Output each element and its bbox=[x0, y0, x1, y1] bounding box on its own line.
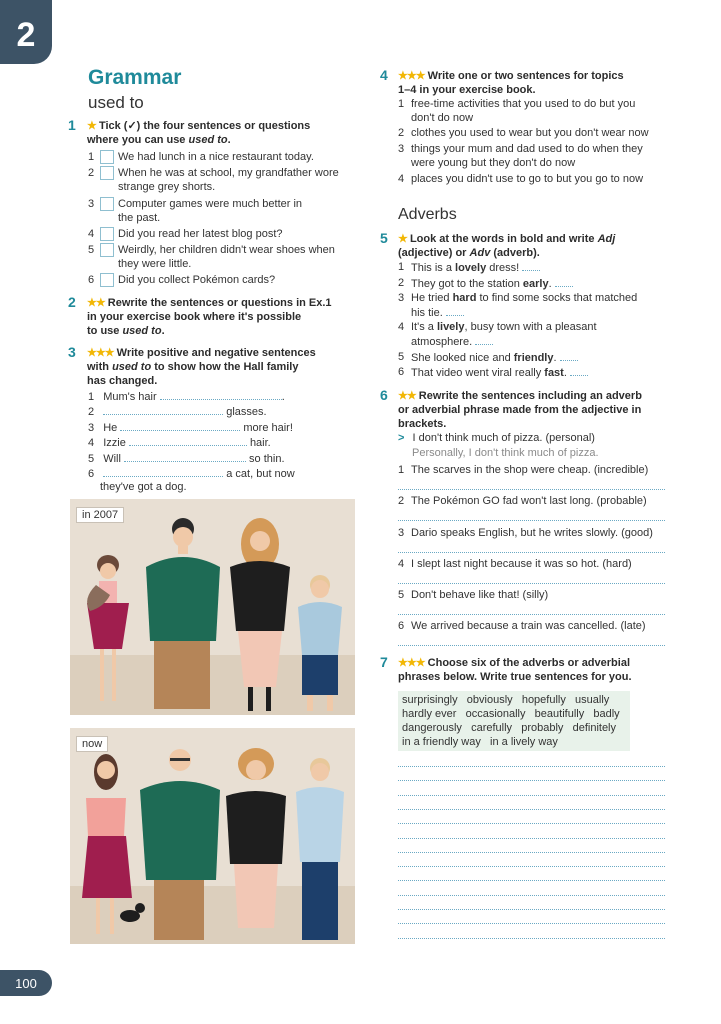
item-text: Did you collect Pokémon cards? bbox=[118, 274, 276, 286]
item-text: they were little. bbox=[118, 258, 192, 270]
instruction-text: (adverb). bbox=[490, 247, 540, 259]
item-number: 3 bbox=[398, 143, 405, 155]
star-rating: ★ bbox=[87, 120, 96, 132]
item-line bbox=[411, 351, 578, 366]
item-text: , busy town with a pleasant bbox=[464, 321, 597, 333]
exercise-4-number: 4 bbox=[380, 67, 388, 83]
instruction-emphasis: used to bbox=[188, 134, 228, 146]
item-text: . bbox=[548, 278, 552, 290]
item-line bbox=[411, 277, 573, 292]
unit-number-tab: 2 bbox=[0, 0, 52, 64]
word-row: surprisingly obviously hopefully usually bbox=[402, 694, 610, 706]
instruction-emphasis: Adv bbox=[469, 247, 491, 259]
section-title-grammar: Grammar bbox=[88, 66, 182, 89]
item-text: clothes you used to wear but you don't wear now bbox=[411, 127, 649, 139]
item-text: That video went viral really bbox=[411, 367, 545, 379]
section-title-adverbs: Adverbs bbox=[398, 206, 457, 223]
exercise-6-instruction bbox=[380, 389, 680, 431]
instruction-text: Rewrite the sentences including an adverb bbox=[418, 390, 642, 402]
family-illustration bbox=[70, 499, 355, 715]
exercise-1-number: 1 bbox=[68, 117, 76, 133]
exercise-5-number: 5 bbox=[380, 230, 388, 246]
gapfill-item bbox=[88, 390, 285, 405]
answer-line[interactable] bbox=[398, 583, 665, 584]
answer-blank[interactable] bbox=[446, 306, 464, 316]
item-text: It's a bbox=[411, 321, 437, 333]
answer-blank[interactable] bbox=[103, 405, 223, 415]
instruction-text: Choose six of the adverbs or adverbial bbox=[427, 657, 630, 669]
item-number: 3 bbox=[88, 422, 95, 434]
answer-line[interactable] bbox=[398, 938, 665, 939]
instruction-text: or adverbial phrase made from the adjective in bbox=[398, 404, 642, 416]
exercise-7-number: 7 bbox=[380, 654, 388, 670]
item-text: a cat, but now bbox=[226, 468, 295, 480]
star-rating: ★★★ bbox=[398, 70, 425, 82]
item-text: The Pokémon GO fad won't last long. (probable) bbox=[411, 495, 647, 507]
answer-blank[interactable] bbox=[560, 351, 578, 361]
instruction-text: (adjective) or bbox=[398, 247, 470, 259]
item-text: This is a bbox=[411, 262, 456, 274]
instruction-text: has changed. bbox=[87, 375, 158, 387]
item-text: He tried bbox=[411, 292, 453, 304]
item-number: 4 bbox=[88, 437, 95, 449]
item-line bbox=[411, 261, 540, 276]
tick-box[interactable] bbox=[100, 150, 114, 164]
item-line bbox=[411, 292, 637, 306]
item-bold-word: lovely bbox=[455, 262, 487, 274]
gapfill-item bbox=[88, 405, 267, 420]
exercise-2-number: 2 bbox=[68, 294, 76, 310]
item-number: 6 bbox=[88, 468, 95, 480]
item-number: 1 bbox=[398, 98, 405, 110]
gapfill-item bbox=[88, 452, 285, 467]
item-text: Did you read her latest blog post? bbox=[118, 228, 283, 240]
instruction-emphasis: used to bbox=[112, 361, 152, 373]
item-line bbox=[411, 321, 597, 335]
item-number: 3 bbox=[398, 292, 405, 304]
picture-label: now bbox=[76, 736, 108, 752]
star-rating: ★★ bbox=[398, 390, 416, 402]
tick-box[interactable] bbox=[100, 273, 114, 287]
example-marker: > bbox=[398, 432, 405, 444]
item-number: 6 bbox=[398, 620, 405, 632]
answer-blank[interactable] bbox=[129, 436, 247, 446]
item-number: 5 bbox=[88, 244, 95, 256]
item-number: 3 bbox=[398, 527, 405, 539]
item-text: places you didn't use to go to but you go to now bbox=[411, 173, 644, 185]
exercise-1-instruction bbox=[68, 119, 358, 147]
answer-line[interactable] bbox=[398, 520, 665, 521]
item-text: Don't behave like that! (silly) bbox=[411, 589, 549, 601]
star-rating: ★★ bbox=[87, 297, 105, 309]
item-number: 1 bbox=[398, 261, 405, 273]
item-number: 1 bbox=[88, 151, 95, 163]
adverb-word-box bbox=[398, 691, 630, 751]
item-number: 6 bbox=[398, 366, 405, 378]
answer-line[interactable] bbox=[398, 852, 665, 853]
answer-blank[interactable] bbox=[160, 390, 282, 400]
exercise-6-number: 6 bbox=[380, 387, 388, 403]
item-number: 1 bbox=[398, 464, 405, 476]
answer-line[interactable] bbox=[398, 614, 665, 615]
item-number: 5 bbox=[398, 351, 405, 363]
page-number: 100 bbox=[0, 970, 52, 996]
item-number: 4 bbox=[398, 321, 405, 333]
tick-box[interactable] bbox=[100, 227, 114, 241]
answer-line[interactable] bbox=[398, 780, 665, 781]
item-text: Izzie bbox=[103, 437, 126, 449]
item-text: We arrived because a train was cancelled. (late) bbox=[411, 620, 646, 632]
exercise-7-instruction bbox=[380, 656, 680, 684]
item-bold-word: early bbox=[522, 278, 549, 290]
section-subtitle-used-to: used to bbox=[88, 93, 144, 112]
item-number: 4 bbox=[88, 228, 95, 240]
item-text: Dario speaks English, but he writes slowly. (good) bbox=[411, 527, 653, 539]
item-text: Mum's hair bbox=[103, 391, 157, 403]
item-text: Computer games were much better in bbox=[118, 198, 303, 210]
exercise-5-instruction bbox=[380, 232, 680, 260]
item-text: Weirdly, her children didn't wear shoes when bbox=[118, 244, 335, 256]
word-row: dangerously carefully probably definitely bbox=[402, 722, 617, 734]
item-text: She looked nice and bbox=[411, 352, 514, 364]
exercise-4-instruction bbox=[380, 69, 680, 97]
answer-line[interactable] bbox=[398, 489, 665, 490]
answer-blank[interactable] bbox=[120, 421, 240, 431]
item-text: We had lunch in a nice restaurant today. bbox=[118, 151, 314, 163]
item-bold-word: hard bbox=[452, 292, 477, 304]
item-text: . bbox=[563, 367, 567, 379]
answer-line[interactable] bbox=[398, 909, 665, 910]
instruction-text: . bbox=[227, 134, 231, 146]
item-text: his tie. bbox=[411, 307, 443, 319]
item-text: so thin. bbox=[249, 453, 285, 465]
item-line bbox=[411, 366, 588, 381]
instruction-emphasis: used to bbox=[122, 325, 162, 337]
item-text: The scarves in the shop were cheap. (incredible) bbox=[411, 464, 649, 476]
item-text: atmosphere. bbox=[411, 336, 473, 348]
answer-line[interactable] bbox=[398, 823, 665, 824]
instruction-text: to use bbox=[87, 325, 123, 337]
instruction-text: to show how the Hall family bbox=[151, 361, 299, 373]
item-number: 2 bbox=[88, 167, 95, 179]
item-text: free-time activities that you used to do but you bbox=[411, 98, 636, 110]
item-text: to find some socks that matched bbox=[476, 292, 638, 304]
item-number: 4 bbox=[398, 173, 405, 185]
exercise-2-instruction bbox=[68, 296, 358, 338]
answer-line[interactable] bbox=[398, 838, 665, 839]
instruction-text: where you can use bbox=[87, 134, 189, 146]
item-bold-word: lively bbox=[436, 321, 465, 333]
example-answer: Personally, I don't think much of pizza. bbox=[412, 447, 599, 459]
answer-line[interactable] bbox=[398, 809, 665, 810]
star-rating: ★★★ bbox=[398, 657, 425, 669]
instruction-text: phrases below. Write true sentences for you. bbox=[398, 671, 632, 683]
star-rating: ★★★ bbox=[87, 347, 114, 359]
instruction-text: Tick (✓) the four sentences or questions bbox=[98, 120, 311, 132]
item-continuation: they've got a dog. bbox=[100, 481, 187, 493]
item-text: He bbox=[103, 422, 118, 434]
gapfill-item bbox=[88, 421, 293, 436]
answer-line[interactable] bbox=[398, 880, 665, 881]
instruction-text: . bbox=[161, 325, 165, 337]
item-number: 5 bbox=[398, 589, 405, 601]
picture-label: in 2007 bbox=[76, 507, 124, 523]
item-text: glasses. bbox=[226, 406, 267, 418]
instruction-text: Rewrite the sentences or questions in Ex.1 bbox=[107, 297, 332, 309]
item-text: I don't think much of pizza. (personal) bbox=[412, 432, 595, 444]
answer-blank[interactable] bbox=[103, 467, 223, 477]
item-text: When he was at school, my grandfather wore bbox=[118, 167, 339, 179]
item-line bbox=[411, 306, 464, 321]
item-number: 6 bbox=[88, 274, 95, 286]
item-number: 4 bbox=[398, 558, 405, 570]
tick-box[interactable] bbox=[100, 243, 114, 257]
item-line bbox=[411, 335, 493, 350]
answer-line[interactable] bbox=[398, 923, 665, 924]
item-text: Will bbox=[103, 453, 121, 465]
exercise-3-instruction bbox=[68, 346, 358, 388]
item-number: 2 bbox=[398, 127, 405, 139]
item-number: 1 bbox=[88, 391, 95, 403]
item-text: more hair! bbox=[243, 422, 293, 434]
answer-line[interactable] bbox=[398, 895, 665, 896]
item-text: . bbox=[553, 352, 557, 364]
word-row: in a friendly way in a lively way bbox=[402, 736, 558, 748]
family-picture-now bbox=[70, 728, 355, 944]
family-picture-2007 bbox=[70, 499, 355, 715]
item-text: They got to the station bbox=[411, 278, 523, 290]
answer-blank[interactable] bbox=[570, 366, 588, 376]
item-number: 2 bbox=[398, 495, 405, 507]
tick-box[interactable] bbox=[100, 166, 114, 180]
item-text: were young but they don't do now bbox=[411, 157, 576, 169]
item-text: the past. bbox=[118, 212, 161, 224]
item-text: strange grey shorts. bbox=[118, 181, 216, 193]
star-rating: ★ bbox=[398, 233, 407, 245]
item-text: dress! bbox=[486, 262, 520, 274]
instruction-emphasis: Adj bbox=[597, 233, 616, 245]
item-text: don't do now bbox=[411, 112, 474, 124]
exercise-3-number: 3 bbox=[68, 344, 76, 360]
item-text: . bbox=[281, 391, 285, 403]
item-number: 3 bbox=[88, 198, 95, 210]
answer-blank[interactable] bbox=[555, 277, 573, 287]
answer-blank[interactable] bbox=[124, 452, 246, 462]
answer-line[interactable] bbox=[398, 795, 665, 796]
example-question bbox=[398, 432, 595, 446]
item-bold-word: friendly bbox=[513, 352, 554, 364]
instruction-text: with bbox=[87, 361, 113, 373]
instruction-text: Write one or two sentences for topics bbox=[427, 70, 624, 82]
word-row: hardly ever occasionally beautifully badly bbox=[402, 708, 620, 720]
gapfill-item bbox=[88, 436, 271, 451]
item-text: hair. bbox=[249, 437, 271, 449]
instruction-text: Look at the words in bold and write bbox=[409, 233, 598, 245]
tick-box[interactable] bbox=[100, 197, 114, 211]
instruction-text: in your exercise book where it's possible bbox=[87, 311, 302, 323]
answer-line[interactable] bbox=[398, 866, 665, 867]
answer-blank[interactable] bbox=[522, 261, 540, 271]
item-text: things your mum and dad used to do when they bbox=[411, 143, 643, 155]
answer-line[interactable] bbox=[398, 552, 665, 553]
item-number: 2 bbox=[88, 406, 95, 418]
gapfill-item bbox=[88, 467, 295, 482]
answer-line[interactable] bbox=[398, 645, 665, 646]
item-number: 5 bbox=[88, 453, 95, 465]
answer-blank[interactable] bbox=[475, 335, 493, 345]
item-bold-word: fast bbox=[544, 367, 564, 379]
answer-line[interactable] bbox=[398, 766, 665, 767]
family-illustration bbox=[70, 728, 355, 944]
item-text: I slept last night because it was so hot. (hard) bbox=[411, 558, 632, 570]
instruction-text: Write positive and negative sentences bbox=[116, 347, 316, 359]
instruction-text: 1–4 in your exercise book. bbox=[398, 84, 536, 96]
instruction-text: brackets. bbox=[398, 418, 447, 430]
item-number: 2 bbox=[398, 277, 405, 289]
